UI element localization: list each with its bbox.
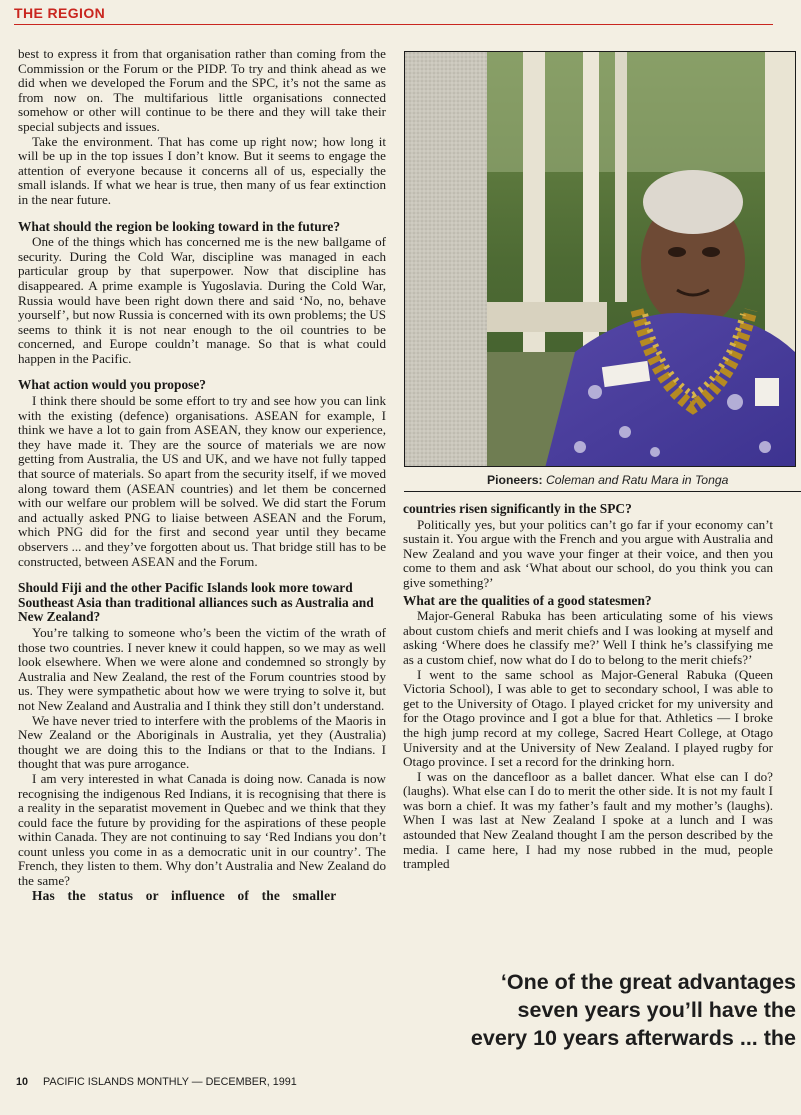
photo-pioneers	[404, 51, 796, 467]
interview-question: What action would you propose?	[18, 377, 206, 393]
interview-answer: Major-General Rabuka has been articulating some of his views about custom chiefs and merit chiefs and I was looking at myself and asking ‘Where does he classify me?’ Well I think he’s classifying me as a custom chief, now what do I do to belong to the merit chiefs?’	[403, 608, 773, 667]
pull-quote-line: every 10 years afterwards ... the	[470, 1026, 796, 1050]
interview-question: Has the status or influence of the smaller	[32, 887, 337, 903]
section-label: THE REGION	[14, 5, 106, 21]
interview-question: Should Fiji and the other Pacific Islands look more toward Southeast Asia than traditional alliances such as Australia and New Zealand?	[18, 580, 374, 625]
interview-question: What are the qualities of a good statesmen?	[403, 592, 652, 608]
pull-quote	[398, 968, 796, 1052]
header-rule	[14, 24, 773, 25]
caption-text: Coleman and Ratu Mara in Tonga	[545, 473, 729, 487]
article-column-left	[18, 47, 386, 1065]
pull-quote-line: ‘One of the great advantages	[500, 970, 796, 994]
interview-question: What should the region be looking toward in the future?	[18, 218, 341, 234]
interview-answer: I am very interested in what Canada is doing now. Canada is now recognising the indigenous Red Indians, it is recognising that there is a reality in the separatist movement in Quebec and we think that they could face the future by providing for the aspirations of these people within Canada. They are not continuing to say ‘Red Indians you don’t count unless you come in as a democratic unit in our country’. The French, they listen to them. Why don’t Australia and New Zealand do the same?	[18, 770, 386, 889]
interview-question: countries risen significantly in the SPC?	[403, 502, 632, 516]
interview-answer: I think there should be some effort to try and see how you can link with the existing (defence) organisations. ASEAN for example, I think we have a lot to gain from ASEAN, they know our experience, they have made it. They are the source of materials we are now getting from Australia, the US and UK, and we have not fully tapped that source of materials. So apart from the security itself, if we moved along toward them (ASEAN countries) and let them be concerned with our welfare our problem will be solved. We did start the Forum and actually asked PNG to liaise between ASEAN and the Forum, which PNG did for the first and second year until they became observers ... and they’ve forgotten about us. That bridge still has to be constructed, between ASEAN and the Forum.	[18, 393, 386, 569]
photo-caption	[487, 473, 787, 487]
paragraph: best to express it from that organisation rather than coming from the Commission or the Forum or the PIDP. To try and think ahead as we did when we developed the Forum and the SPC, it’s not the same as from now on. The multifarious little organisations connected somehow or other will continue to be there and they will take their special subjects and issues.	[18, 47, 386, 134]
page-number: 10	[16, 1076, 29, 1088]
caption-rule	[404, 491, 801, 492]
pull-quote-line: seven years you’ll have the	[517, 998, 796, 1022]
interview-answer: You’re talking to someone who’s been the victim of the wrath of those two countries. I never knew it could happen, so we may as well look elsewhere. When we were alone and condemned so strongly by Australia and New Zealand, the rest of the Forum countries stood by us. They were sympathetic about how we were trying to solve it, but not New Zealand and Australia and I think they still don’t understand.	[18, 624, 386, 713]
interview-answer: Politically yes, but your politics can’t go far if your economy can’t sustain it. You argue with the French and you argue with Australia and New Zealand and you wave your finger at their voice, and then you come to them and ask ‘What about our school, do you think you can give something?’	[403, 516, 773, 590]
caption-lead: Pioneers:	[487, 473, 543, 487]
interview-answer: I was on the dancefloor as a ballet dancer. What else can I do? (laughs). What else can I do to merit the other side. It is not my fault I was born a chief. It was my father’s fault and my mother’s (laughs). When I was last at New Zealand I spoke at a lunch and I was astounded that New Zealand thought I am the person described by the media. I came here, I had my nose rubbed in the mud, people trampled	[403, 768, 773, 872]
interview-answer: We have never tried to interfere with the problems of the Maoris in New Zealand or the Aboriginals in Australia, yet they (Australia) thought we are doing this to the Indians or that to the Indians. I thought that was pure arrogance.	[18, 712, 386, 772]
page-footer	[16, 1076, 297, 1088]
publication-info: PACIFIC ISLANDS MONTHLY — DECEMBER, 1991	[43, 1076, 297, 1088]
interview-answer: I went to the same school as Major-General Rabuka (Queen Victoria School), I was able to get to secondary school, I was able to get to the University of Otago. I played cricket for my university and for the Otago province and I got a blue for that. Athletics — I broke the high jump record at my college, Sacred Heart College, at Otago University and at the University of New Zealand. I played rugby for Otago province. I set a record for the drinking horn.	[403, 666, 773, 770]
interview-answer: One of the things which has concerned me is the new ballgame of security. During the Cold War, discipline was managed in each particular group by that superpower. Now that discipline has disappeared. A prime example is Yugoslavia. During the Cold War, Russia would have been right down there and said ‘No, no, behave yourself’, but now Russia is concerned with its own problems; the US seems to think it is not near enough to the oil countries to be concerned, and Europe couldn’t manage. So that is what could happen in the Pacific.	[18, 234, 386, 366]
paragraph: Take the environment. That has come up right now; how long it will be up in the top issues I don’t know. But it seems to engage the attention of everyone because it concerns all of us, especially the small islands. If what we hear is true, then many of us fear extinction in the near future.	[18, 133, 386, 207]
article-column-right	[403, 502, 773, 952]
photo-image	[405, 52, 796, 467]
